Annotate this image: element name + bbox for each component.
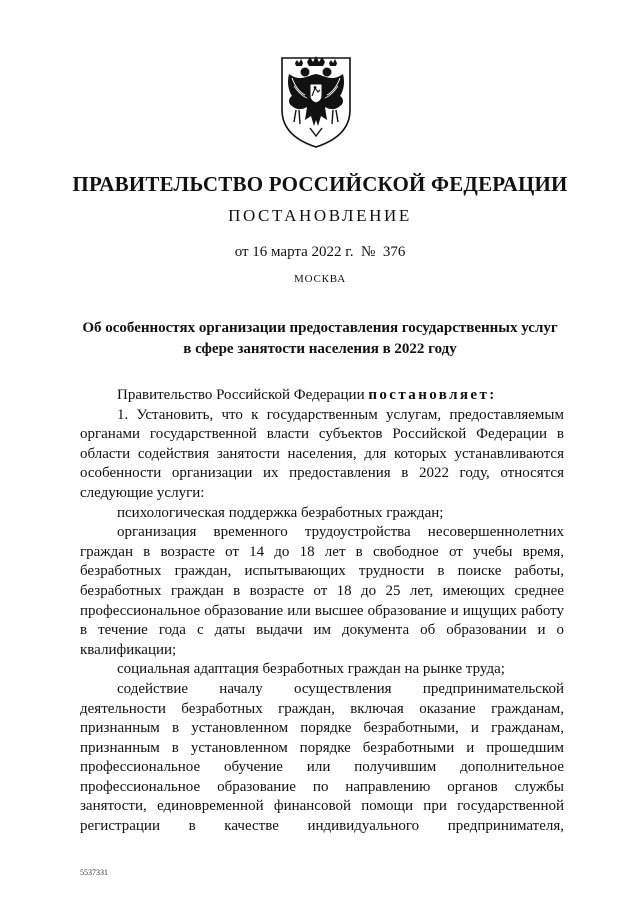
document-date-number: от 16 марта 2022 г. № 376	[234, 244, 406, 260]
document-city: МОСКВА	[294, 273, 346, 285]
state-emblem-icon	[276, 52, 356, 150]
intro-decree-word: постановляет:	[368, 387, 497, 403]
body-paragraph: психологическая поддержка безработных граждан;	[117, 504, 444, 521]
document-body	[80, 386, 564, 837]
heading-line-2: в сфере занятости населения в 2022 году	[183, 341, 457, 357]
body-paragraph: 1. Установить, что к государственным услугам, предоставляемым органами государственной власти субъектов Российской Федерации в области содействия занятости населения, для которых устанавливаются особенности организации их предоставления в 2022 году, относятся следующие услуги:	[80, 406, 564, 501]
intro-prefix: Правительство Российской Федерации	[117, 387, 369, 403]
body-paragraph: содействие началу осуществления предпринимательской деятельности безработных граждан, включая оказание гражданам, признанным в установленном порядке безработными, и гражданам, признанным в установленном порядке безработными и прошедшим профессиональное обучение или получившим дополнительное профессиональное образование по направлению органов службы занятости, единовременной финансовой помощи при государственной регистрации в качестве индивидуального предпринимателя,	[80, 680, 564, 835]
government-title: ПРАВИТЕЛЬСТВО РОССИЙСКОЙ ФЕДЕРАЦИИ	[72, 172, 568, 196]
body-paragraph: организация временного трудоустройства несовершеннолетних граждан в возрасте от 14 до 18 лет в свободное от учебы время, безработных граждан, испытывающих трудности в поиске работы, безработных граждан в возрасте от 18 до 25 лет, имеющих среднее профессиональное образование или высшее образование и ищущих работу в течение года с даты выдачи им документа об образовании и о квалификации;	[80, 524, 564, 658]
body-paragraph: социальная адаптация безработных граждан на рынке труда;	[117, 661, 505, 678]
document-footer-code: 5537331	[80, 868, 108, 877]
document-type: ПОСТАНОВЛЕНИЕ	[228, 206, 412, 225]
intro-paragraph	[80, 386, 564, 406]
document-heading	[80, 318, 560, 360]
heading-line-1: Об особенностях организации предоставления государственных услуг	[82, 320, 558, 336]
